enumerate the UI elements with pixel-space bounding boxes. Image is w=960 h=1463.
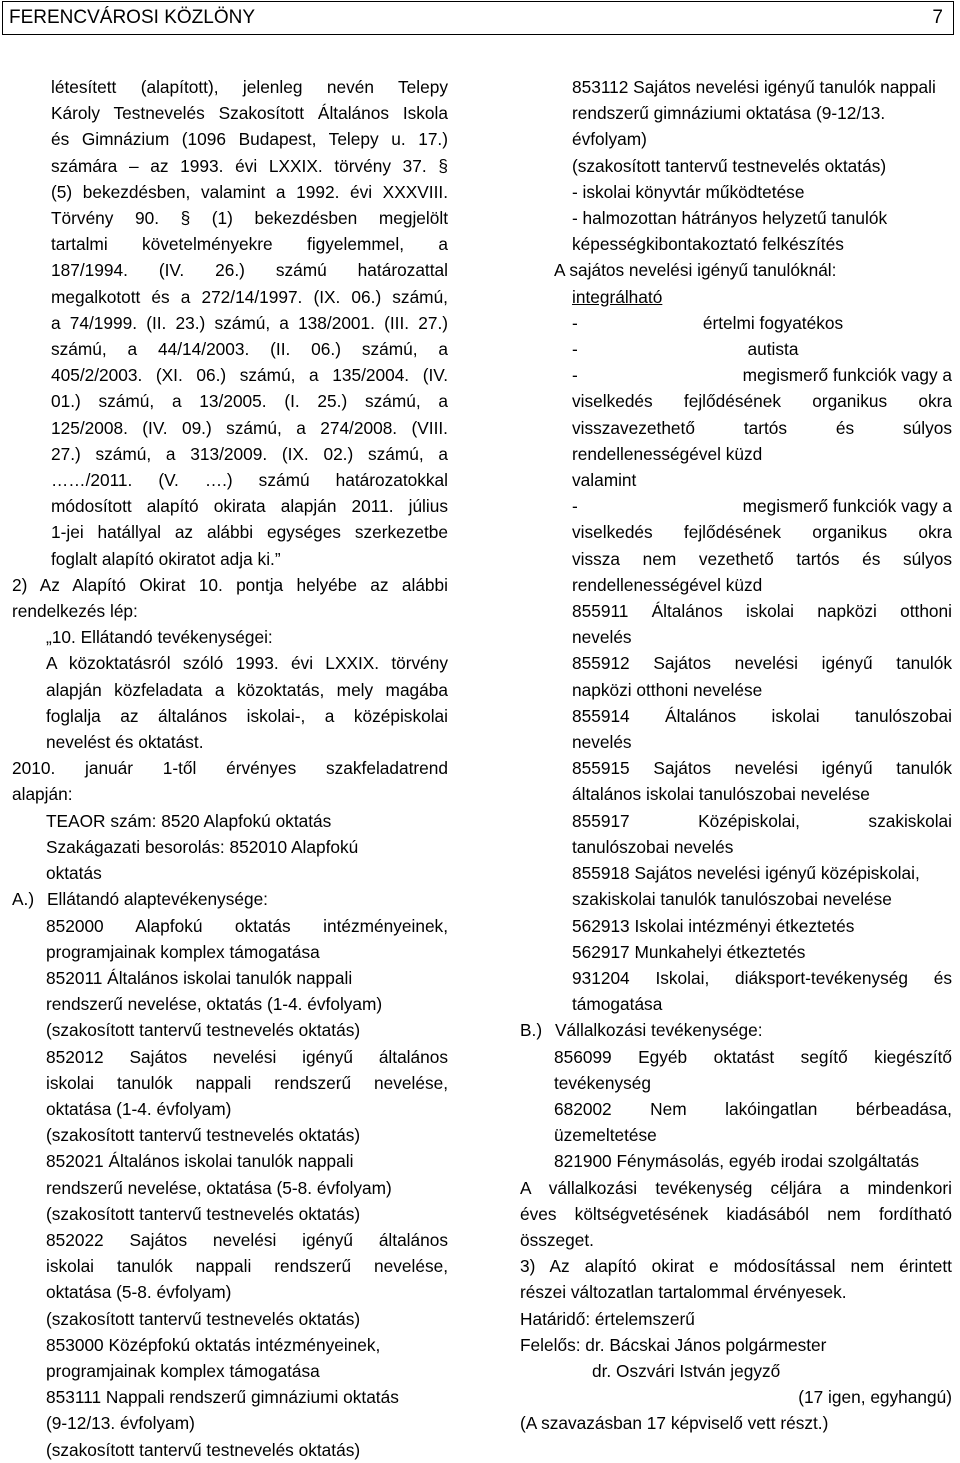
text-line: képességkibontakoztató felkészítés — [572, 234, 844, 255]
text-line: (szakosított tantervű testnevelés oktatás) — [46, 1020, 361, 1041]
text-line: integrálható — [572, 286, 663, 307]
text-line: 1-jei hatállyal az alábbi egységes szerkezetbe — [51, 522, 448, 543]
dash-list-item — [520, 310, 952, 336]
text-line: 852000 Alapfokú oktatás intézményeinek, — [46, 915, 448, 936]
text-line: a 74/1999. (II. 23.) számú, a 138/2001. (III. 27.) — [51, 312, 448, 333]
text-line: A vállalkozási tevékenység céljára a mindenkori — [520, 1177, 952, 1198]
text-line: 856099 Egyéb oktatást segítő kiegészítő — [554, 1046, 952, 1067]
dash-list-item — [520, 493, 952, 519]
text-line: 853112 Sajátos nevelési igényű tanulók nappali — [572, 77, 936, 97]
text-line: rendszerű gimnáziumi oktatása (9-12/13. — [572, 103, 886, 124]
text-line: Törvény 90. § (1) bekezdésben megjelölt — [51, 208, 448, 229]
text-line: programjainak komplex támogatása — [46, 941, 320, 962]
text-line: (szakosított tantervű testnevelés oktatás) — [46, 1203, 361, 1224]
text-line: évfolyam) — [572, 129, 647, 150]
text-line: üzemeltetése — [554, 1125, 657, 1146]
text-line: rendellenességével küzd — [572, 443, 763, 464]
text-line: foglalja az általános iskolai-, a középiskolai — [46, 705, 448, 726]
text-line: nevelés — [572, 627, 632, 648]
text-line: 852012 Sajátos nevelési igényű általános — [46, 1046, 448, 1067]
dash-item-text: megismerő funkciók vagy a — [742, 496, 952, 517]
text-line: 27.) számú, a 313/2009. (IX. 02.) számú, a — [51, 443, 448, 464]
text-line: programjainak komplex támogatása — [46, 1360, 320, 1381]
text-line: alapján közfeladata a közoktatás, mely magába — [46, 679, 448, 700]
text-line: éves költségvetésének kiadásából nem fordítható — [520, 1203, 952, 1224]
section-label: B.) — [520, 1020, 543, 1041]
text-line: tartalmi követelményekre figyelemmel, a — [51, 234, 448, 255]
text-line: (szakosított tantervű testnevelés oktatás) — [46, 1308, 361, 1329]
text-line: 682002 Nem lakóingatlan bérbeadása, — [554, 1098, 952, 1119]
text-line: viselkedés fejlődésének organikus okra — [572, 391, 952, 412]
text-line: rendszerű nevelése, oktatás (1-4. évfolyam) — [46, 994, 383, 1015]
text-line: 187/1994. (IV. 26.) számú határozattal — [51, 260, 448, 281]
text-line: általános iskolai tanulószobai nevelése — [572, 784, 870, 805]
text-line: iskolai tanulók nappali rendszerű nevelése, — [46, 1256, 448, 1277]
text-line: vissza nem vezethető tartós és súlyos — [572, 548, 952, 569]
text-line: alapján: — [12, 784, 73, 805]
text-line: (szakosított tantervű testnevelés oktatás) — [572, 155, 887, 176]
text-line: részei változatlan tartalommal érvényesek. — [520, 1282, 847, 1303]
text-line: 855912 Sajátos nevelési igényű tanulók — [572, 653, 952, 674]
text-line: 855915 Sajátos nevelési igényű tanulók — [572, 758, 952, 779]
text-line: 821900 Fénymásolás, egyéb irodai szolgáltatás — [554, 1151, 920, 1172]
text-line: 853000 Középfokú oktatás intézményeinek, — [46, 1334, 381, 1355]
text-line: létesített (alapított), jelenleg nevén Telepy — [51, 77, 448, 97]
text-line: Határidő: értelemszerű — [520, 1308, 695, 1329]
text-line: iskolai tanulók nappali rendszerű nevelése, — [46, 1072, 448, 1093]
text-line: ……/2011. (V. ….) számú határozatokkal — [51, 470, 448, 491]
text-line: napközi otthoni nevelése — [572, 679, 763, 700]
text-line: - iskolai könyvtár működtetése — [572, 181, 805, 202]
text-line: szakiskolai tanulók tanulószobai nevelése — [572, 889, 892, 910]
text-line: (szakosított tantervű testnevelés oktatás) — [46, 1439, 361, 1460]
section-heading — [12, 886, 448, 912]
text-line: 405/2/2003. (XI. 06.) számú, a 135/2004. (IV. — [51, 365, 448, 386]
text-line: foglalt alapító okiratot adja ki.” — [51, 548, 281, 569]
text-line: Felelős: dr. Bácskai János polgármester — [520, 1334, 827, 1355]
text-line: Szakágazati besorolás: 852010 Alapfokú — [46, 836, 359, 857]
dash-item-text: autista — [747, 339, 799, 360]
text-line: 855911 Általános iskolai napközi otthoni — [572, 601, 952, 622]
text-line: (A szavazásban 17 képviselő vett részt.) — [520, 1413, 829, 1434]
text-line: viselkedés fejlődésének organikus okra — [572, 522, 952, 543]
dash-marker: - — [572, 312, 578, 333]
text-line: 855918 Sajátos nevelési igényű középiskolai, — [572, 863, 920, 884]
text-line: Károly Testnevelés Szakosított Általános Iskola — [51, 103, 448, 124]
text-line: (5) bekezdésben, valamint a 1992. évi XXXVIII. — [51, 181, 448, 202]
text-line: A közoktatásról szóló 1993. évi LXXIX. törvény — [46, 653, 448, 674]
dash-item-text: értelmi fogyatékos — [702, 312, 844, 333]
dash-item-text: megismerő funkciók vagy a — [742, 365, 952, 386]
text-line: 3) Az alapító okirat e módosítással nem érintett — [520, 1256, 952, 1277]
text-line: visszavezethető tartós és súlyos — [572, 417, 952, 438]
text-line: számú, a 44/14/2003. (II. 06.) számú, a — [51, 339, 448, 360]
text-line: és Gimnázium (1096 Budapest, Telepy u. 17.) — [51, 129, 448, 150]
left-column — [12, 74, 448, 1463]
text-line: 125/2008. (IV. 09.) számú, a 274/2008. (VIII. — [51, 417, 448, 438]
text-line: (szakosított tantervű testnevelés oktatás) — [46, 1125, 361, 1146]
text-line: rendellenességével küzd — [572, 574, 763, 595]
text-line: megalkotott és a 272/14/1997. (IX. 06.) számú, — [51, 286, 448, 307]
text-line: 562913 Iskolai intézményi étkeztetés — [572, 915, 855, 936]
text-line: 855917 Középiskolai, szakiskolai — [572, 810, 952, 831]
section-label: A.) — [12, 889, 35, 910]
text-line: 852011 Általános iskolai tanulók nappali — [46, 967, 353, 988]
text-line: 2010. január 1-től érvényes szakfeladatrend — [12, 758, 448, 779]
section-title: Ellátandó alaptevékenysége: — [47, 889, 268, 910]
text-line: 931204 Iskolai, diáksport-tevékenység és — [572, 967, 952, 988]
right-column — [520, 74, 952, 1437]
dash-marker: - — [572, 365, 578, 386]
dash-marker: - — [572, 496, 578, 517]
text-line: nevelést és oktatást. — [46, 732, 204, 753]
page-number: 7 — [932, 7, 943, 28]
section-title: Vállalkozási tevékenysége: — [555, 1020, 763, 1041]
dash-list-item — [520, 362, 952, 388]
text-line: TEAOR szám: 8520 Alapfokú oktatás — [46, 810, 332, 831]
page-header — [2, 1, 954, 35]
text-line: „10. Ellátandó tevékenységei: — [46, 627, 273, 648]
text-line: 01.) számú, a 13/2005. (I. 25.) számú, a — [51, 391, 448, 412]
text-line: - halmozottan hátrányos helyzetű tanulók — [572, 208, 888, 229]
text-line: számára – az 1993. évi LXXIX. törvény 37. § — [51, 155, 448, 176]
text-line: rendszerű nevelése, oktatása (5-8. évfolyam) — [46, 1177, 392, 1198]
text-line: A sajátos nevelési igényű tanulóknál: — [554, 260, 837, 281]
text-line: 855914 Általános iskolai tanulószobai — [572, 705, 952, 726]
text-line: oktatása (1-4. évfolyam) — [46, 1098, 232, 1119]
dash-marker: - — [572, 339, 578, 360]
text-line: rendelkezés lép: — [12, 601, 138, 622]
text-line: nevelés — [572, 732, 632, 753]
section-heading — [520, 1017, 952, 1043]
text-line: (9-12/13. évfolyam) — [46, 1413, 195, 1434]
text-line: összeget. — [520, 1229, 594, 1250]
dash-list-item — [520, 336, 952, 362]
text-line: (17 igen, egyhangú) — [798, 1387, 952, 1408]
text-line: 853111 Nappali rendszerű gimnáziumi oktatás — [46, 1387, 399, 1408]
text-line: dr. Oszvári István jegyző — [592, 1360, 781, 1381]
text-line: tevékenység — [554, 1072, 652, 1093]
text-line: 852022 Sajátos nevelési igényű általános — [46, 1229, 448, 1250]
text-line: módosított alapító okirata alapján 2011. július — [51, 496, 448, 517]
text-line: oktatása (5-8. évfolyam) — [46, 1282, 232, 1303]
text-line: támogatása — [572, 994, 663, 1015]
text-line: 562917 Munkahelyi étkeztetés — [572, 941, 806, 962]
text-line: 852021 Általános iskolai tanulók nappali — [46, 1151, 354, 1172]
text-line: tanulószobai nevelés — [572, 836, 734, 857]
publication-title: FERENCVÁROSI KÖZLÖNY — [9, 7, 255, 28]
text-line: valamint — [572, 470, 637, 491]
text-line: 2) Az Alapító Okirat 10. pontja helyébe az alábbi — [12, 574, 448, 595]
text-line: oktatás — [46, 863, 102, 884]
